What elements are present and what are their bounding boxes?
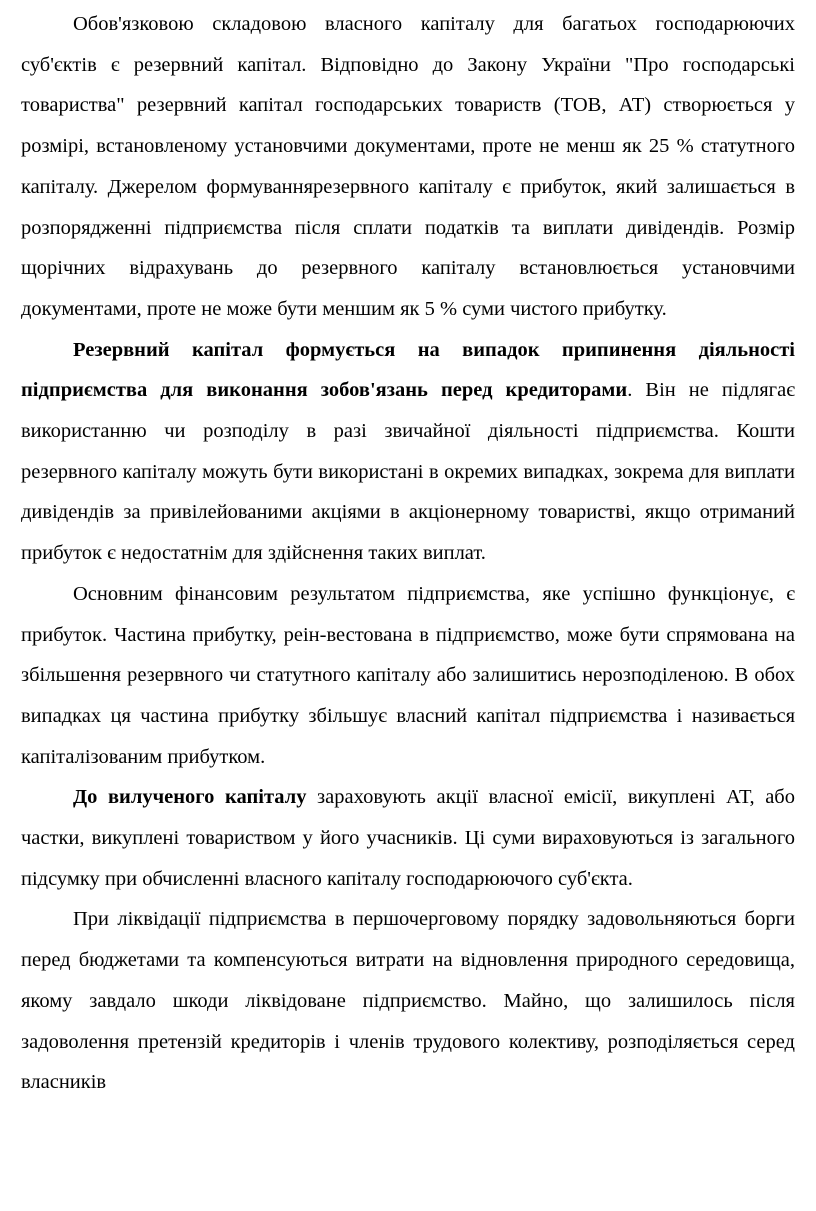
paragraph-withdrawn-capital <box>21 777 795 899</box>
paragraph-text: Основним фінансовим результатом підприємства, яке успішно функціонує, є прибуток. Частина прибутку, реін-вестована в підприємство, може бути спрямована на збільшення резервного чи статутного капіталу або залишитись нерозподіленою. В обох випадках ця частина прибутку збільшує власний капітал підприємства і називається капіталізованим прибутком. <box>21 582 795 768</box>
bold-emphasis: Резервний капітал формується на випадок припинення діяльності підприємства для виконання зобов'язань перед кредиторами <box>21 338 795 402</box>
paragraph-text: зараховують акції власної емісії, викуплені АТ, або частки, викуплені товариством у його учасників. Ці суми вираховуються із загального підсумку при обчисленні власного капіталу господарюючого суб'єкта. <box>21 786 795 890</box>
paragraph-text: При ліквідації підприємства в першочерговому порядку задовольняються борги перед бюджетами та компенсуються витрати на відновлення природного середовища, якому завдало шкоди ліквідоване підприємство. Майно, що залишилось після задоволення претензій кредиторів і членів трудового колективу, розподіляється серед власників <box>21 908 795 1094</box>
paragraph-reserve-capital-definition <box>21 4 795 330</box>
bold-term: До вилученого капіталу <box>73 786 307 809</box>
paragraph-text: . Він не підлягає використанню чи розподілу в разі звичайної діяльності підприємства. Кошти резервного капіталу можуть бути використані в окремих випадках, зокрема для виплати дивідендів за привілейованими акціями в акціонерному товаристві, якщо отриманий прибуток є недостатнім для здійснення таких виплат. <box>21 379 795 565</box>
paragraph-reserve-capital-purpose <box>21 330 795 574</box>
paragraph-capitalized-profit <box>21 574 795 778</box>
paragraph-text: Обов'язковою складовою власного капіталу для багатьох господарюючих суб'єктів є резервний капітал. Відповідно до Закону України "Про господарські товариства" резервний капітал господарських товариств (ТОВ, АТ) створюється у розмірі, встановленому установчими документами, проте не менш як 25 % статутного капіталу. Джерелом формуваннярезервного капіталу є прибуток, який залишається в розпорядженні підприємства після сплати податків та виплати дивідендів. Розмір щорічних відрахувань до резервного капіталу встановлюється установчими документами, проте не може бути меншим як 5 % суми чистого прибутку. <box>21 13 795 320</box>
paragraph-liquidation <box>21 899 795 1103</box>
